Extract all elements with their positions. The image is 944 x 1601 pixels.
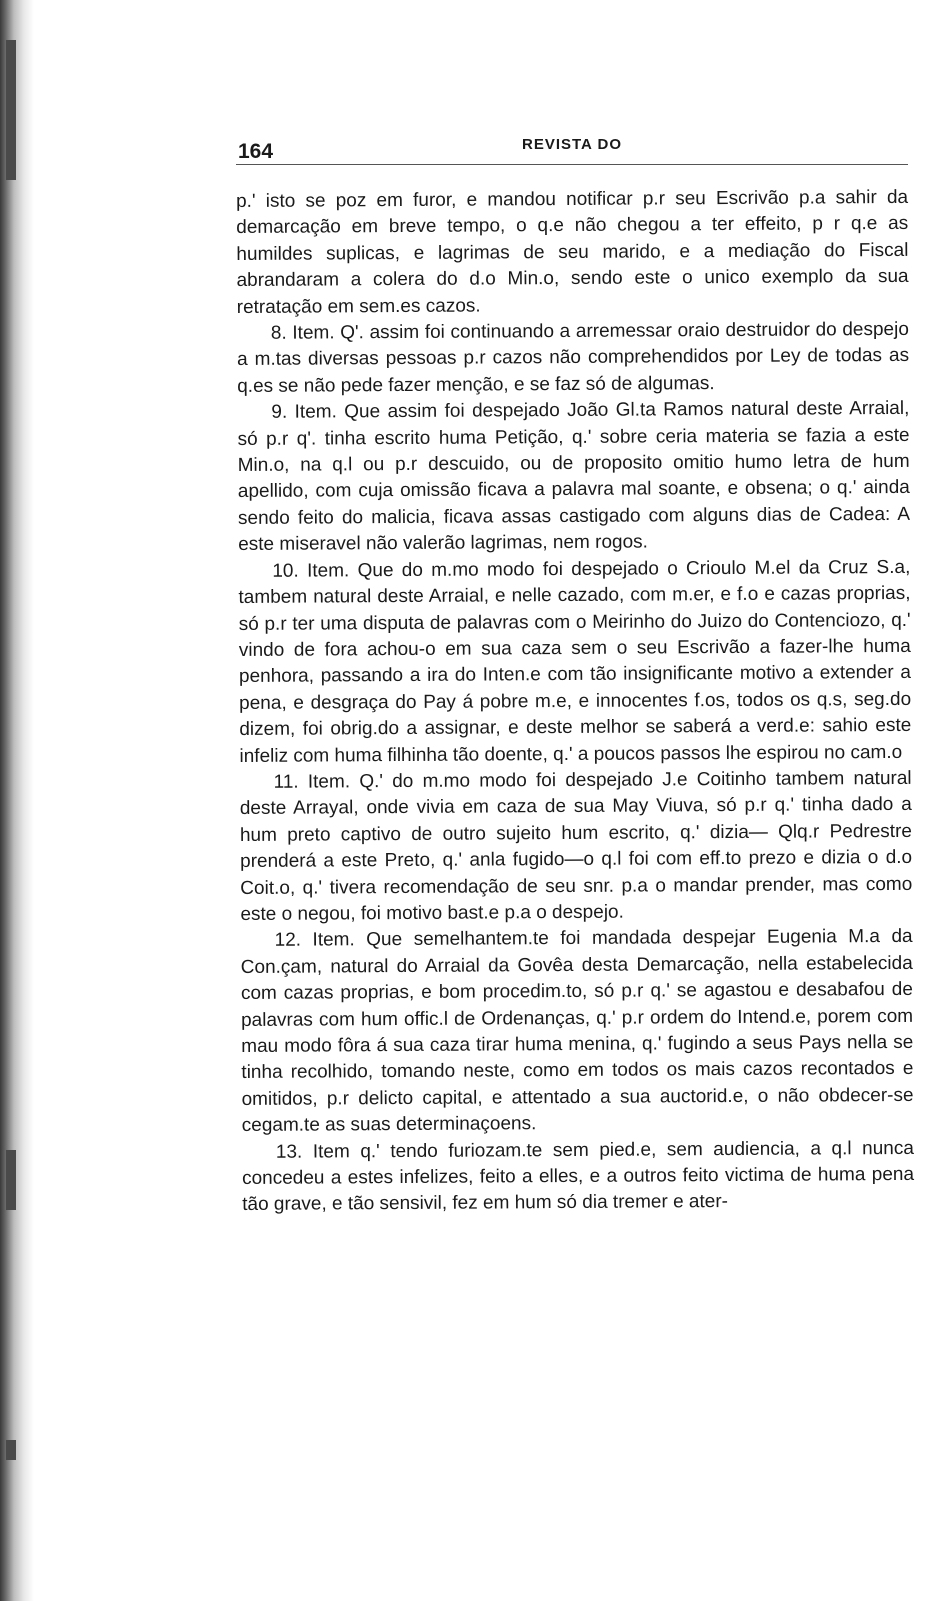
paragraph-item-10: 10. Item. Que do m.mo modo foi despejado o Crioulo M.el da Cruz S.a, tambem natural deste Arraial, e nelle cazado, com m.er, e f.o e cazas proprias, só p.r ter uma disputa de palavras com o Meirinho do Juizo do Contenciozo, q.' vindo de fora achou-o em sua caza sem o seu Escrivão a fazer-lhe huma penhora, passando a ira do Inten.e com tão insignificante motivo a extender a pena, e desgraça do Pay á pobre m.e, e innocentes f.os, todos os q.s, seg.do dizem, foi obrig.do a assignar, e deste melhor se saberá a verd.e: sahio este infeliz com huma filhinha tão doente, q.' a poucos passos lhe espirou no cam.o [238,556,912,767]
page-header [236,128,908,165]
body-text [236,185,914,1219]
spine-binding-mark [6,1440,16,1460]
running-head: REVISTA DO [521,136,622,153]
paragraph-item-9: 9. Item. Que assim foi despejado João Gl.ta Ramos natural deste Arraial, só p.r q'. tinha escrito huma Petição, q.' sobre ceria materia se fazia a este Min.o, na q.l ou p.r descuido, ou de proposito omitio humo letra de hum apellido, com cuja omissão ficava a palavra mal soante, e obsena; o q.' ainda sendo feito do malicia, ficava assas castigado com alguns dias de Cadea: A este miseravel não valerão lagrimas, nem rogos. [237,398,911,556]
spine-binding-mark [6,1150,16,1210]
book-page [236,128,915,1219]
paragraph-item-13: 13. Item q.' tendo furiozam.te sem pied.e, sem audiencia, a q.l nunca concedeu a estes infelizes, feito a elles, e a outros feito victima de huma pena tão grave, e tão sensivil, fez em hum só dia tremer e ater- [241,1137,915,1216]
paragraph-item-12: 12. Item. Que semelhantem.te foi mandada despejar Eugenia M.a da Con.çam, natural do Arraial da Govêa desta Demarcação, nella estabelecida com cazas proprias, e bom procedim.to, só p.r q.' se agastou e desabafou de palavras com hum offic.l de Ordenanças, q.' p.r ordem do Intend.e, porem com mau modo fôra á sua caza tirar huma menina, q.' fugindo a seus Pays nella se tinha recolhido, tomando neste, como em todos os mais cazos recontados e omitidos, p.r delicto capital, e attentado a sua auctorid.e, o não obdecer-se cegam.te as suas determinaçoens. [240,926,914,1137]
paragraph: p.' isto se poz em furor, e mandou notificar p.r seu Escrivão p.a sahir da demarcação em breve tempo, o q.e não chegou a ter effeito, p r q.e as humildes suplicas, e lagrimas de seu marido, e a mediação do Fiscal abrandaram a colera do d.o Min.o, sendo este o unico exemplo da sua retratação em sem.es cazos. [236,186,909,318]
spine-binding-mark [6,40,16,180]
page-number: 164 [238,140,274,163]
paragraph-item-11: 11. Item. Q.' do m.mo modo foi despejado J.e Coitinho tambem natural deste Arrayal, onde vivia em caza de sua May Viuva, só p.r q.' tinha dado a hum preto captivo de outro sujeito hum escrito, q.' dizia— Qlq.r Pedrestre prenderá a este Preto, q.' anla fugido—o q.l foi com eff.to prezo e dizia o d.o Coit.o, q.' tivera recomendação de seu snr. p.a o mandar prender, mas como este o negou, foi motivo bast.e p.a o despejo. [239,767,913,925]
paragraph-item-8: 8. Item. Q'. assim foi continuando a arremessar oraio destruidor do despejo a m.tas diversas pessoas p.r cazos não comprehendidos por Ley de todas as q.es se não pede fazer menção, e se faz só de algumas. [236,318,910,397]
book-spine-shadow [0,0,34,1601]
